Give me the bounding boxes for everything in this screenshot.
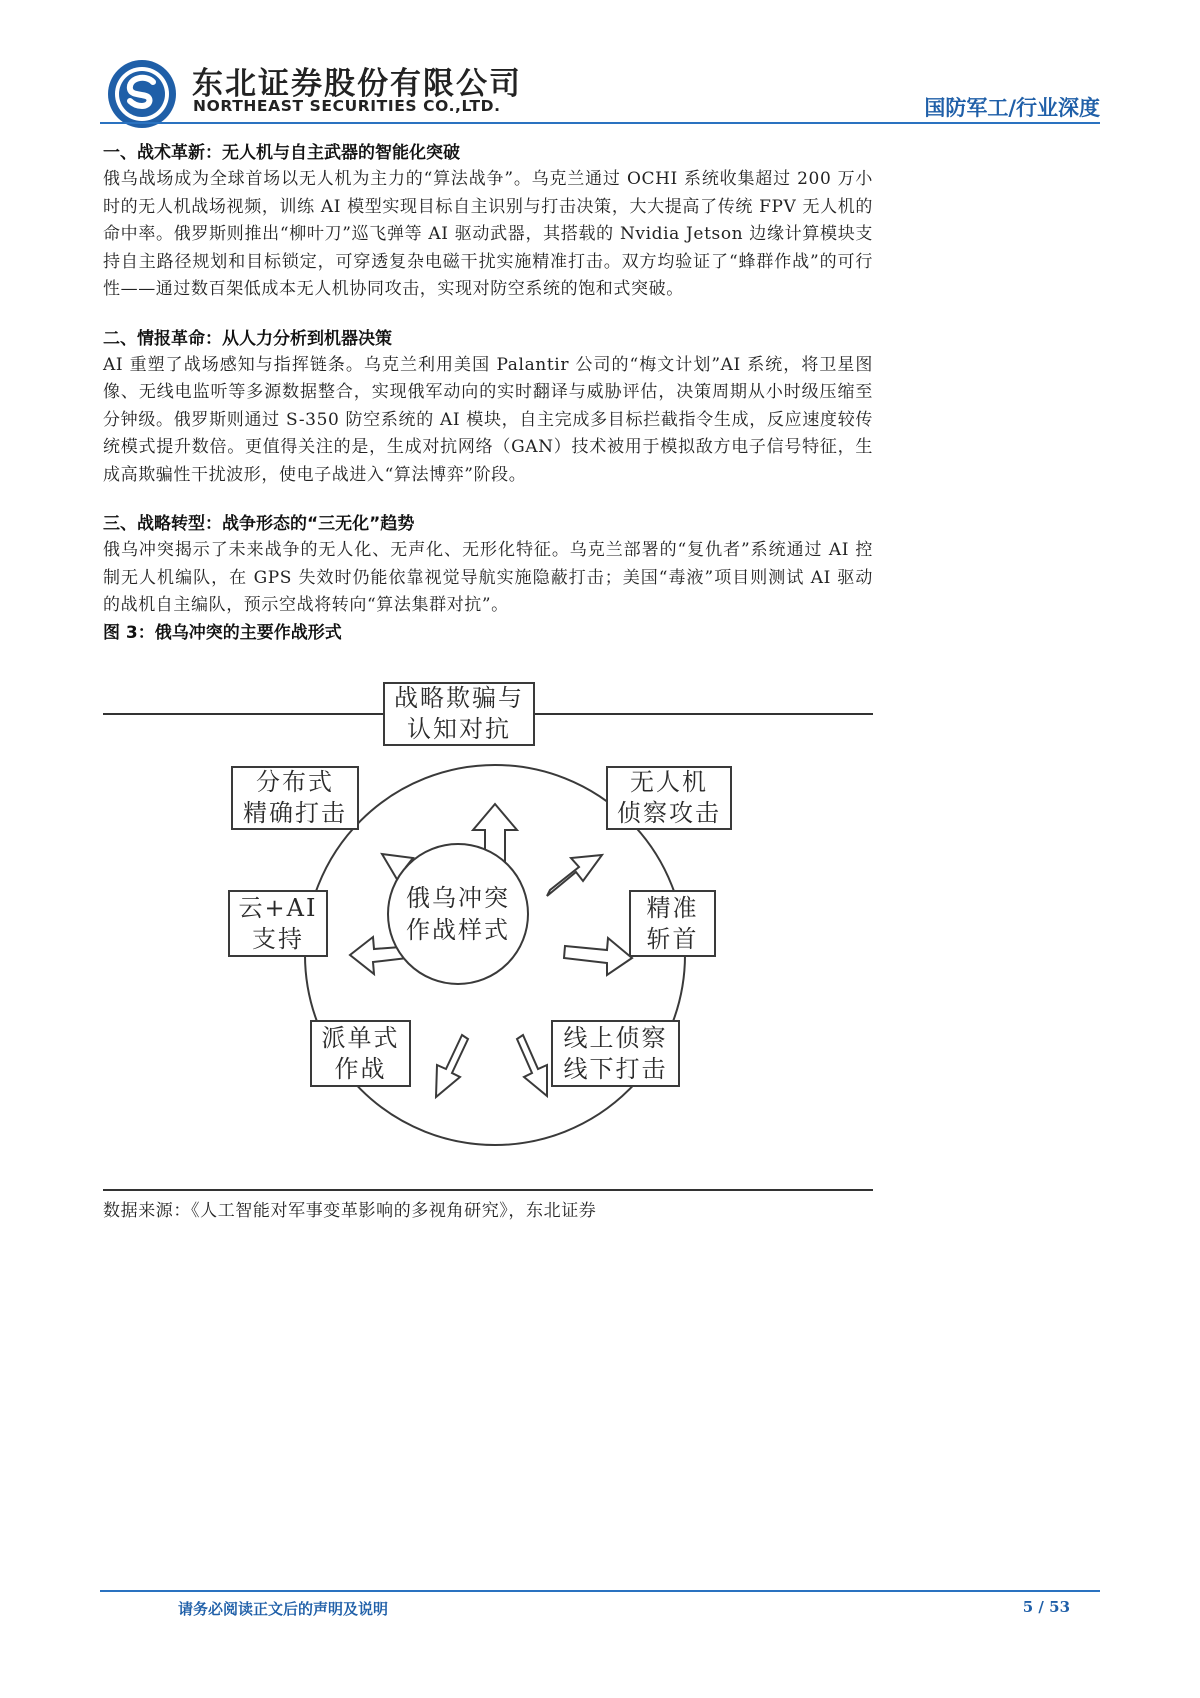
- article-body: [103, 140, 873, 646]
- page-number: 5 / 53: [1022, 1598, 1070, 1616]
- figure-bottom-rule: [103, 1189, 873, 1191]
- northeast-securities-logo-icon: [106, 58, 178, 130]
- node-distributed-precision-strike: 分布式 精确打击: [231, 766, 359, 830]
- arrow-right-icon: [564, 938, 632, 975]
- section-paragraph-3: 俄乌冲突揭示了未来战争的无人化、无声化、无形化特征。乌克兰部署的“复仇者”系统通过 AI 控制无人机编队，在 GPS 失效时仍能依靠视觉导航实施隐蔽打击；美国“毒液”项目则测试 AI 驱动的战机自主编队，预示空战将转向“算法集群对抗”。: [103, 540, 873, 615]
- figure-title: 图 3：俄乌冲突的主要作战形式: [103, 622, 342, 643]
- center-node: 俄乌冲突 作战样式: [387, 843, 529, 985]
- node-strategic-deception: 战略欺骗与 认知对抗: [383, 682, 535, 746]
- section-title-1: 一、战术革新：无人机与自主武器的智能化突破: [103, 143, 460, 163]
- node-cloud-ai-support: 云+AI 支持: [228, 890, 328, 957]
- combat-forms-diagram: [238, 684, 760, 1185]
- report-category-tag: 国防军工/行业深度: [924, 96, 1100, 120]
- header-divider: [100, 122, 1100, 124]
- node-uav-recon-attack: 无人机 侦察攻击: [606, 766, 732, 830]
- section-title-3: 三、战略转型：战争形态的“三无化”趋势: [103, 514, 415, 534]
- company-logo: [106, 58, 178, 130]
- footer-divider: [100, 1590, 1100, 1592]
- section-title-2: 二、情报革命：从人力分析到机器决策: [103, 328, 392, 349]
- company-name-en: NORTHEAST SECURITIES CO.,LTD.: [193, 97, 501, 115]
- figure-source: 数据来源：《人工智能对军事变革影响的多视角研究》，东北证券: [103, 1201, 597, 1221]
- node-precision-decapitation: 精准 斩首: [629, 890, 716, 957]
- company-name-cn: 东北证券股份有限公司: [192, 66, 522, 102]
- section-paragraph-1: 俄乌战场成为全球首场以无人机为主力的“算法战争”。乌克兰通过 OCHI 系统收集超过 200 万小时的无人机战场视频，训练 AI 模型实现目标自主识别与打击决策，大大提高了传统 FPV 无人机的命中率。俄罗斯则推出“柳叶刀”巡飞弹等 AI 驱动武器，其搭载的 Nvidia Jetson 边缘计算模块支持自主路径规划和目标锁定，可穿透复杂电磁干扰实施精准打击。双方均验证了“蜂群作战”的可行性——通过数百架低成本无人机协同攻击，实现对防空系统的饱和式突破。: [103, 169, 873, 299]
- node-dispatch-style-combat: 派单式 作战: [310, 1020, 411, 1087]
- disclaimer-note[interactable]: 请务必阅读正文后的声明及说明: [178, 1600, 389, 1618]
- arrow-lower-left-icon: [436, 1035, 468, 1097]
- node-online-recon-offline-strike: 线上侦察 线下打击: [551, 1020, 680, 1087]
- section-paragraph-2: AI 重塑了战场感知与指挥链条。乌克兰利用美国 Palantir 公司的“梅文计划”AI 系统，将卫星图像、无线电监听等多源数据整合，实现俄军动向的实时翻译与威胁评估，决策周期从小时级压缩至分钟级。俄罗斯则通过 S-350 防空系统的 AI 模块，自主完成多目标拦截指令生成，反应速度较传统模式提升数倍。更值得关注的是，生成对抗网络（GAN）技术被用于模拟敌方电子信号特征，生成高欺骗性干扰波形，使电子战进入“算法博弈”阶段。: [103, 354, 873, 485]
- arrow-upper-right-icon: [547, 855, 602, 896]
- arrow-lower-right-icon: [517, 1035, 547, 1096]
